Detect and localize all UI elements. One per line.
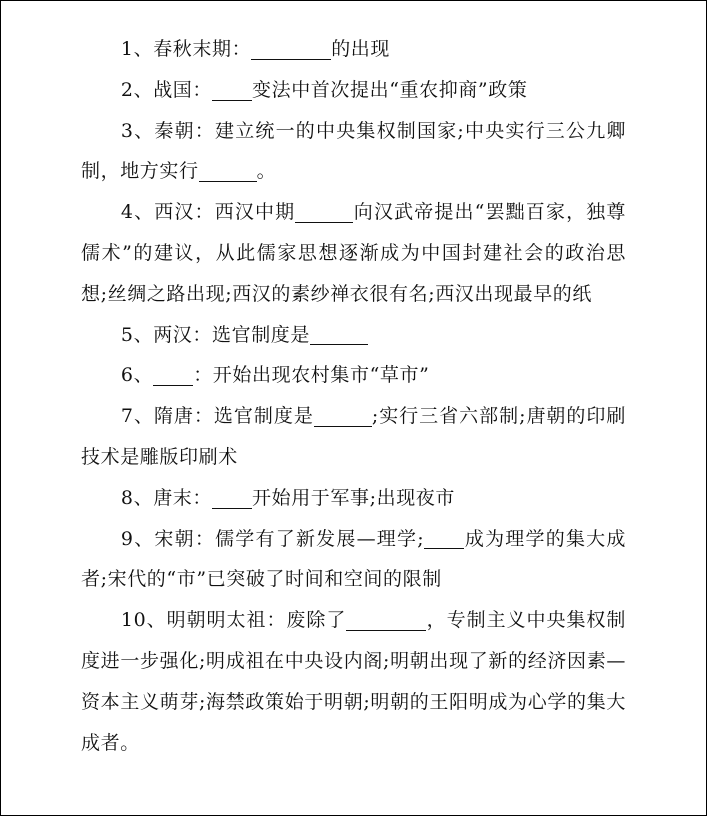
list-item: [81, 192, 626, 314]
item-text: ，专制主义中央集权制度进一步强化;明成祖在中央设内阁;明朝出现了新的经济因素—资本主义萌芽;海禁政策始于明朝;明朝的王阳明成为心学的集大成者。: [81, 609, 626, 754]
answer-blank: [346, 610, 426, 631]
item-text: 宋朝：儒学有了新发展—理学;: [154, 527, 425, 550]
list-item: [81, 111, 626, 193]
item-text: 成为理学的集大成者;宋代的“市”已突破了时间和空间的限制: [81, 527, 626, 591]
item-text: 战国：: [153, 78, 212, 101]
answer-blank: [212, 80, 252, 101]
item-number: 1、: [120, 38, 154, 60]
item-text: 向汉武帝提出“罢黜百家，独尊儒术”的建议，从此儒家思想逐渐成为中国封建社会的政治思想;丝绸之路出现;西汉的素纱禅衣很有名;西汉出现最早的纸: [81, 201, 626, 305]
answer-blank: [314, 406, 372, 427]
item-text: ;实行三省六部制;唐朝的印刷技术是雕版印刷术: [81, 405, 626, 468]
item-number: 7、: [120, 405, 154, 428]
list-item: [81, 355, 626, 396]
item-text: 隋唐：选官制度是: [153, 405, 314, 428]
answer-blank: [153, 365, 193, 386]
list-item: [81, 600, 626, 763]
item-text: 。: [256, 160, 277, 183]
list-item: [81, 519, 626, 601]
list-item: [81, 396, 626, 478]
list-item: [81, 70, 626, 111]
item-text: 明朝明太祖：废除了: [166, 609, 347, 632]
item-text: ：开始出现农村集市“草市”: [193, 364, 430, 387]
list-item: [81, 29, 626, 70]
item-number: 6、: [120, 364, 154, 387]
answer-blank: [212, 488, 252, 509]
item-text: 春秋末期：: [153, 38, 252, 60]
answer-blank: [424, 528, 464, 549]
answer-blank: [251, 39, 331, 60]
list-item: [81, 315, 626, 356]
document-body: [81, 29, 626, 763]
item-text: 的出现: [331, 38, 391, 60]
item-text: 西汉：西汉中期: [154, 201, 296, 224]
item-number: 8、: [120, 486, 154, 509]
item-number: 3、: [120, 119, 155, 142]
answer-blank: [310, 324, 368, 345]
item-text: 秦朝：建立统一的中央集权制国家;中央实行三公九卿制，地方实行: [81, 119, 626, 183]
list-item: [81, 478, 626, 519]
item-number: 5、: [120, 323, 154, 346]
item-number: 10、: [120, 609, 167, 632]
item-text: 开始用于军事;出现夜市: [252, 486, 456, 509]
item-text: 变法中首次提出“重农抑商”政策: [252, 78, 528, 101]
answer-blank: [295, 202, 353, 223]
answer-blank: [199, 161, 257, 182]
item-number: 9、: [120, 527, 155, 550]
item-number: 4、: [120, 201, 155, 224]
item-text: 唐末：: [153, 486, 212, 509]
item-text: 两汉：选官制度是: [153, 323, 310, 346]
item-number: 2、: [120, 78, 154, 101]
